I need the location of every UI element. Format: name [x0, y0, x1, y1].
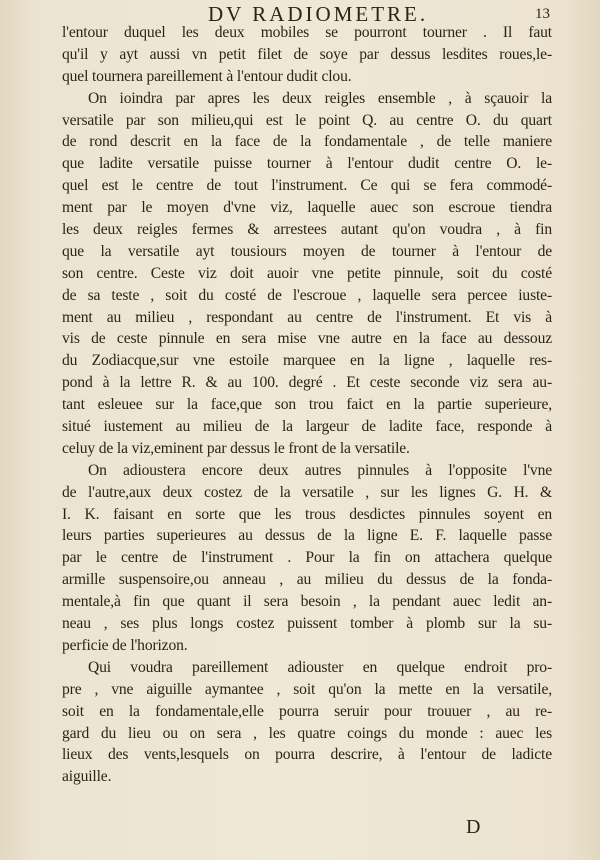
text-line: perficie de l'horizon.: [62, 636, 188, 654]
body-text: [62, 22, 552, 788]
text-line: l'entour duquel les deux mobiles se pourront tourner . Il faut: [62, 24, 552, 41]
text-line: quel est le centre de tout l'instrument. Ce qui se fera commodé-: [62, 177, 552, 195]
signature-mark: D: [466, 816, 481, 838]
text-line: par le centre de l'instrument . Pour la fin on attachera quelque: [62, 549, 552, 567]
text-line: de l'autre,aux deux costez de la versatile , sur les lignes G. H. &: [62, 483, 552, 501]
text-line: vis de ceste pinnule en sera mise vne autre en la face au dessouz: [62, 330, 552, 348]
text-line: quel tournera pareillement à l'entour dudit clou.: [62, 67, 352, 85]
text-line: pond à la lettre R. & au 100. degré . Et ceste seconde viz sera au-: [62, 374, 552, 392]
text-line: ment au milieu , respondant au centre de l'instrument. Et vis à: [62, 308, 552, 326]
text-line: soit en la fondamentale,elle pourra seruir pour trouuer , au re-: [62, 702, 552, 720]
text-line: ment par le moyen d'vne viz, laquelle auec son escroue tiendra: [62, 199, 552, 217]
text-line: I. K. faisant en sorte que les trous desdictes pinnules soyent en: [62, 505, 552, 523]
text-line: que la versatile ayt tousiours moyen de tourner à l'entour de: [62, 242, 552, 260]
running-title: DV RADIOMETRE.: [208, 2, 429, 26]
text-line: mentale,à fin que quant il sera besoin , la pendant auec ledit an-: [62, 593, 552, 611]
text-line: aiguille.: [62, 768, 112, 786]
text-line: On ioindra par apres les deux reigles ensemble , à sçauoir la: [88, 89, 552, 107]
text-line: pre , vne aiguille aymantee , soit qu'on la mette en la versatile,: [62, 680, 552, 698]
text-line: de rond descrit en la face de la fondamentale , de telle maniere: [62, 133, 552, 151]
text-line: armille suspensoire,ou anneau , au milieu du dessus de la fonda-: [62, 571, 552, 589]
text-line: Qui voudra pareillement adiouster en quelque endroit pro-: [88, 658, 552, 676]
text-line: qu'il y ayt aussi vn petit filet de soye par dessus lesdites roues,le-: [62, 45, 552, 63]
text-line: leurs parties superieures au dessus de la ligne E. F. laquelle passe: [62, 527, 552, 545]
text-line: gard du lieu ou on sera , les quatre coings du monde : auec les: [62, 724, 552, 742]
text-line: les deux reigles fermes & arrestees autant qu'on voudra , à fin: [62, 221, 552, 239]
text-line: du Zodiacque,sur vne estoile marquee en la ligne , laquelle res-: [62, 352, 552, 370]
text-line: versatile par son milieu,qui est le point Q. au centre O. du quart: [62, 111, 552, 129]
text-line: tant esleuee sur la face,que son trou faict en la partie superieure,: [62, 396, 552, 414]
page-number: 13: [535, 6, 550, 22]
text-line: que ladite versatile puisse tourner à l'entour dudit centre O. le-: [62, 155, 552, 173]
text-line: situé iustement au milieu de la largeur de ladite face, responde à: [62, 418, 552, 436]
text-line: celuy de la viz,eminent par dessus le front de la versatile.: [62, 439, 410, 457]
text-line: neau , ses plus longs costez puissent tomber à plomb sur la su-: [62, 615, 552, 633]
text-line: On adioustera encore deux autres pinnules à l'opposite l'vne: [88, 461, 552, 479]
text-line: lieux des vents,lesquels on pourra descrire, à l'entour de ladicte: [62, 746, 552, 764]
text-line: son centre. Ceste viz doit auoir vne petite pinnule, soit du costé: [62, 264, 552, 282]
text-line: de sa teste , soit du costé de l'escroue , laquelle sera percee iuste-: [62, 286, 552, 304]
